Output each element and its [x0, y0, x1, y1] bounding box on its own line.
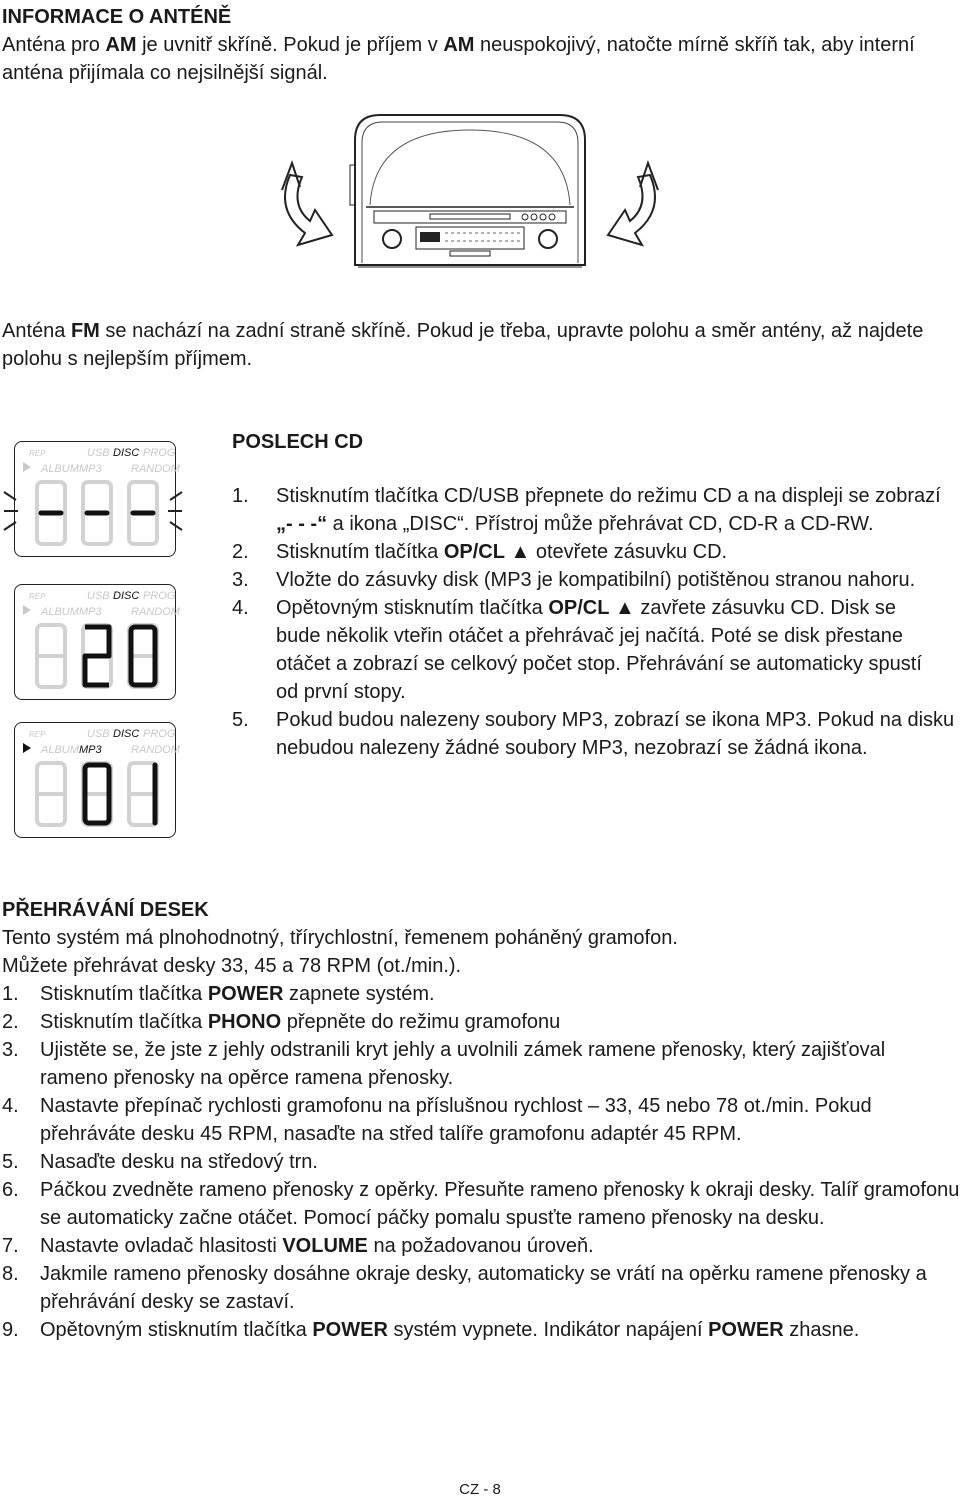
list-item: 3. Ujistěte se, že jste z jehly odstranili kryt jehly a uvolnili zámek ramene přenosky, který zajišťoval rameno přenosky na opěrce ramena přenosky. — [2, 1039, 886, 1089]
list-item: 2. Stisknutím tlačítka PHONO přepněte do režimu gramofonu — [2, 1011, 561, 1033]
blink-marks-left-icon — [2, 488, 22, 534]
lcd-label-usb: USB — [87, 728, 110, 740]
cd-steps — [232, 482, 957, 762]
list-item: 4. Opětovným stisknutím tlačítka OP/CL ▲ zavřete zásuvku CD. Disk se bude několik vteřin otáčet a přehrávač jej načítá. Poté se disk přestane otáčet a zobrazí se celkový počet stop. Přehrávání se automaticky spustí od první stopy. — [232, 597, 922, 703]
lcd-label-disc: DISC — [113, 590, 140, 602]
lcd-label-usb: USB — [87, 447, 110, 459]
lcd-label-random: RANDOM — [131, 606, 180, 618]
antenna-title: INFORMACE O ANTÉNĚ — [2, 6, 232, 28]
lcd-label-random: RANDOM — [131, 744, 180, 756]
list-item: 3. Vložte do zásuvky disk (MP3 je kompatibilní) potištěnou stranou nahoru. — [232, 569, 916, 591]
lcd-label-disc: DISC — [113, 728, 140, 740]
lcd-display-first-track — [14, 722, 180, 838]
lcd-label-prog: PROG — [143, 590, 176, 602]
lcd-label-rep: REP — [29, 730, 46, 739]
list-item: 2. Stisknutím tlačítka OP/CL ▲ otevřete zásuvku CD. — [232, 541, 728, 563]
page-number: CZ - 8 — [459, 1481, 501, 1498]
list-item: 8. Jakmile rameno přenosky dosáhne okraje desky, automaticky se vrátí na opěrku ramene přenosky a přehrávání desky se zastaví. — [2, 1263, 927, 1313]
list-item: 1. Stisknutím tlačítka CD/USB přepnete do režimu CD a na displeji se zobrazí „- - -“ a ikona „DISC“. Přístroj může přehrávat CD, CD-R a CD-RW. — [232, 485, 941, 535]
lcd-label-album: ALBUM — [41, 463, 79, 475]
list-item: 4. Nastavte přepínač rychlosti gramofonu na příslušnou rychlost – 33, 45 nebo 78 ot./min. Pokud přehráváte desku 45 RPM, nasaďte na střed talíře gramofonu adaptér 45 RPM. — [2, 1095, 872, 1145]
lcd-display-track-count — [14, 584, 180, 700]
lcd-label-album: ALBUM — [41, 606, 79, 618]
records-intro-2: Můžete přehrávat desky 33, 45 a 78 RPM (ot./min.). — [2, 955, 462, 977]
lcd-label-rep: REP — [29, 592, 46, 601]
lcd-label-mp3: MP3 — [79, 463, 102, 475]
lcd-label-prog: PROG — [143, 728, 176, 740]
lcd-label-disc: DISC — [113, 447, 140, 459]
antenna-fm-text: Anténa FM se nachází na zadní straně skříně. Pokud je třeba, upravte polohu a směr antény, až najdete polohu s nejlepším příjmem. — [2, 320, 924, 370]
records-intro-1: Tento systém má plnohodnotný, třírychlostní, řemenem poháněný gramofon. — [2, 927, 678, 949]
blink-marks-right-icon — [164, 488, 184, 534]
lcd-label-mp3: MP3 — [79, 744, 102, 756]
records-steps — [2, 980, 960, 1344]
lcd-label-prog: PROG — [143, 447, 176, 459]
lcd-label-mp3: MP3 — [79, 606, 102, 618]
list-item: 9. Opětovným stisknutím tlačítka POWER systém vypnete. Indikátor napájení POWER zhasne. — [2, 1319, 860, 1341]
lcd-label-random: RANDOM — [131, 463, 180, 475]
records-title: PŘEHRÁVÁNÍ DESEK — [2, 899, 209, 921]
antenna-am-text: Anténa pro AM je uvnitř skříně. Pokud je příjem v AM neuspokojivý, natočte mírně skříň tak, aby interní anténa přijímala co nejsilnější signál. — [2, 34, 915, 84]
radio-illustration — [270, 105, 670, 280]
list-item: 6. Páčkou zvedněte rameno přenosky z opěrky. Přesuňte rameno přenosky k okraji desky. Talíř gramofonu se automaticky začne otáčet. Pomocí páčky pomalu spusťte rameno přenosky na desku. — [2, 1179, 960, 1229]
list-item: 5. Nasaďte desku na středový trn. — [2, 1151, 318, 1173]
lcd-label-rep: REP — [29, 449, 46, 458]
list-item: 7. Nastavte ovladač hlasitosti VOLUME na požadovanou úroveň. — [2, 1235, 594, 1257]
lcd-label-usb: USB — [87, 590, 110, 602]
list-item: 1. Stisknutím tlačítka POWER zapnete systém. — [2, 983, 435, 1005]
list-item: 5. Pokud budou nalezeny soubory MP3, zobrazí se ikona MP3. Pokud na disku nebudou nalezeny žádné soubory MP3, nezobrazí se žádná ikona. — [232, 709, 955, 759]
lcd-label-album: ALBUM — [41, 744, 79, 756]
lcd-display-dashes — [14, 441, 180, 557]
cd-title: POSLECH CD — [232, 431, 364, 453]
